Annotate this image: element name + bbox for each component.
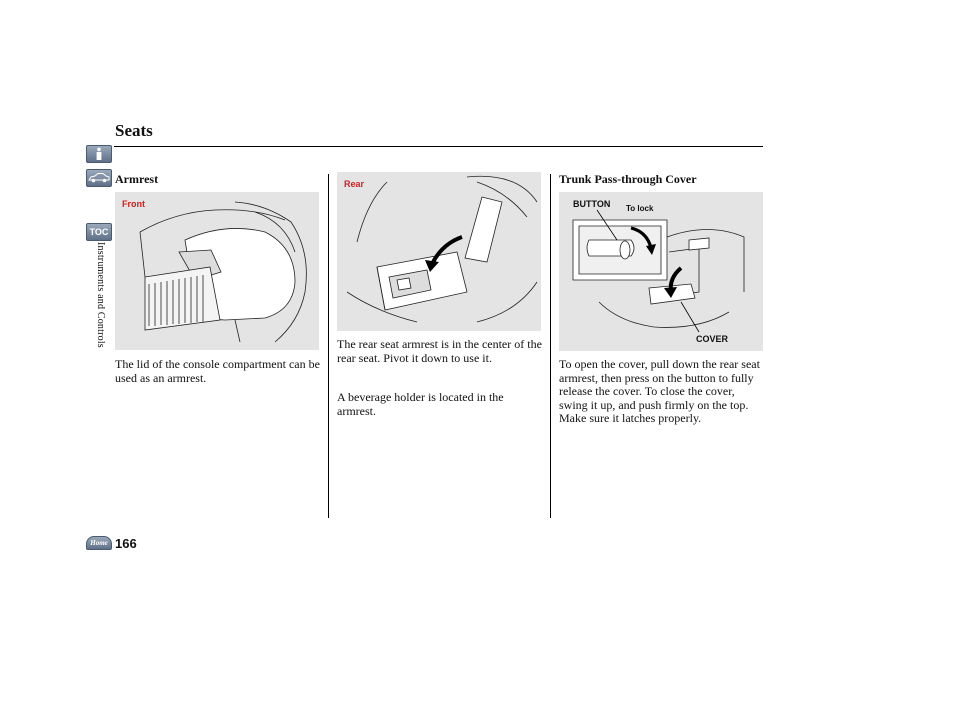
rear-figure-label: Rear — [344, 179, 365, 189]
car-button[interactable] — [86, 169, 112, 187]
trunk-cover-illustration — [559, 192, 763, 351]
home-label: Home — [90, 539, 108, 547]
page-title: Seats — [115, 121, 153, 140]
info-icon — [93, 147, 105, 161]
trunk-heading: Trunk Pass-through Cover — [559, 172, 697, 186]
rear-armrest-text: The rear seat armrest is in the center of the rear seat. Pivot it down to use it. — [337, 337, 542, 365]
rear-armrest-figure — [337, 172, 541, 331]
front-figure-label: Front — [122, 199, 145, 209]
toc-button[interactable] — [86, 223, 112, 241]
to-lock-callout: To lock — [626, 204, 654, 213]
column-divider-2 — [550, 174, 551, 518]
front-armrest-figure — [115, 192, 319, 350]
column-divider-1 — [328, 174, 329, 518]
page-number: 166 — [115, 536, 137, 551]
cover-callout: COVER — [696, 334, 729, 344]
beverage-holder-text: A beverage holder is located in the armrest. — [337, 390, 504, 418]
trunk-cover-figure — [559, 192, 763, 351]
armrest-heading: Armrest — [115, 172, 159, 186]
side-section-label: Instruments and Controls — [95, 242, 106, 348]
info-button[interactable] — [86, 145, 112, 163]
car-icon — [88, 172, 110, 184]
trunk-cover-text: To open the cover, pull down the rear seat armrest, then press on the button to fully release the cover. To close the cover, swing it up, and push firmly on the top. Make sure it latches properly. — [559, 357, 760, 426]
toc-label: TOC — [89, 227, 109, 237]
armrest-text: The lid of the console compartment can be used as an armrest. — [115, 357, 320, 385]
home-button[interactable] — [86, 536, 112, 550]
rear-armrest-illustration — [337, 172, 541, 331]
title-rule — [114, 146, 763, 147]
front-armrest-illustration — [115, 192, 319, 350]
button-callout: BUTTON — [573, 199, 611, 209]
